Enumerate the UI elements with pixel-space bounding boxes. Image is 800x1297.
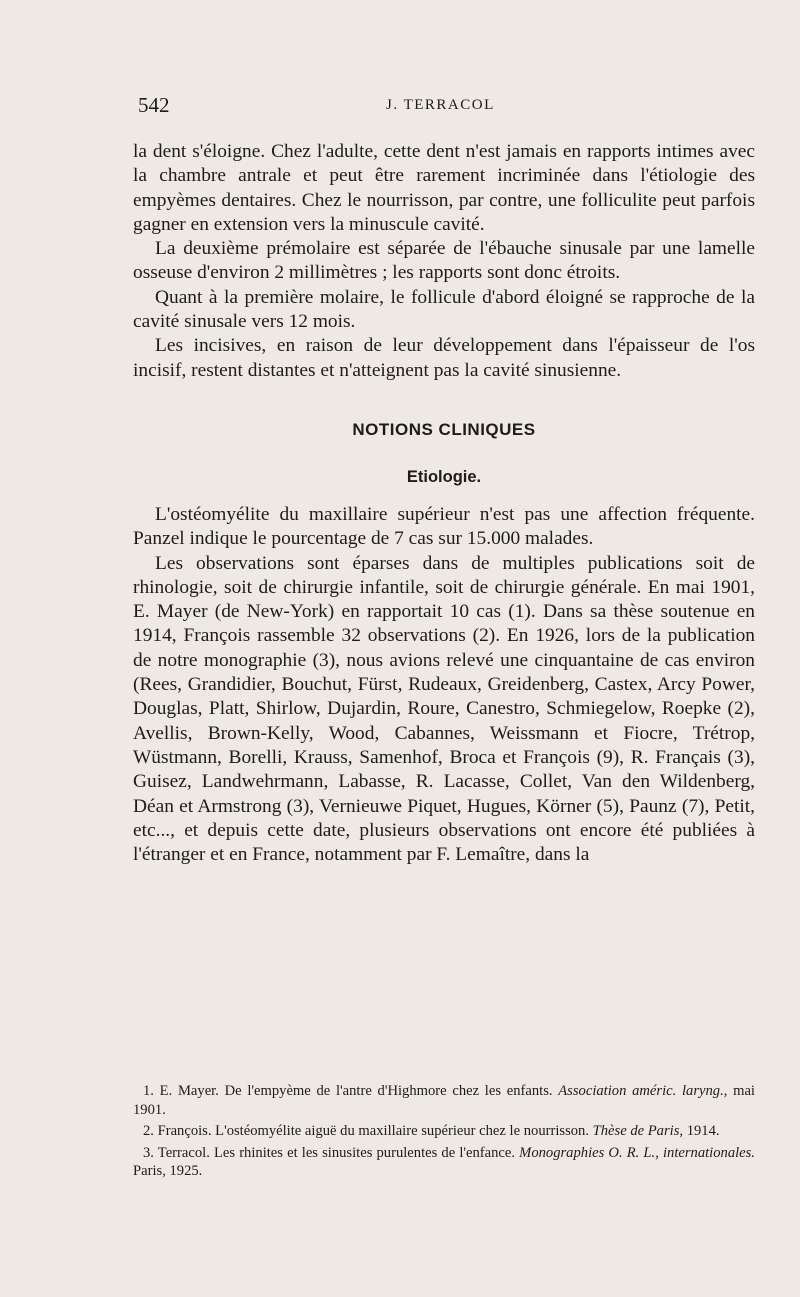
subsection-title: Etiologie. xyxy=(406,467,482,486)
page-header xyxy=(138,93,758,123)
paragraph: la dent s'éloigne. Chez l'adulte, cette dent n'est jamais en rapports intimes avec la chambre antrale et peut être rarement incriminée dans l'étiologie des empyèmes dentaires. Chez le nourrisson, par contre, une folliculite peut parfois gagner en extension vers la minuscule cavité. xyxy=(133,141,755,235)
body-text xyxy=(133,140,755,867)
footnotes xyxy=(133,1082,755,1184)
page-number: 542 xyxy=(138,93,170,117)
footnote: 1. E. Mayer. De l'empyème de l'antre d'Highmore chez les enfants. Association améric. laryng., mai 1901. xyxy=(133,1083,755,1118)
paragraph: L'ostéomyélite du maxillaire supérieur n'est pas une affection fréquente. Panzel indique le pourcentage de 7 cas sur 15.000 malades. xyxy=(133,503,755,550)
section-title: NOTIONS CLINIQUES xyxy=(352,419,536,439)
paragraph: La deuxième prémolaire est séparée de l'ébauche sinusale par une lamelle osseuse d'environ 2 millimètres ; les rapports sont donc étroits. xyxy=(133,238,755,284)
paragraph: Quant à la première molaire, le follicule d'abord éloigné se rapproche de la cavité sinusale vers 12 mois. xyxy=(133,286,755,333)
paragraph: Les incisives, en raison de leur développement dans l'épaisseur de l'os incisif, restent distantes et n'atteignent pas la cavité sinusienne. xyxy=(133,335,755,381)
paragraph: Les observations sont éparses dans de multiples publications soit de rhinologie, soit de chirurgie infantile, soit de chirurgie générale. En mai 1901, E. Mayer (de New-York) en rapportait 10 cas (1). Dans sa thèse soutenue en 1914, François rassemble 32 observations (2). En 1926, lors de la publication de notre monographie (3), nous avions relevé une cinquantaine de cas environ (Rees, Grandidier, Bouchut, Fürst, Rudeaux, Greidenberg, Castex, Arcy Power, Douglas, Platt, Shirlow, Dujardin, Roure, Canestro, Schmiegelow, Roepke (2), Avellis, Brown-Kelly, Wood, Cabannes, Weissmann et Fiocre, Trétrop, Wüstmann, Borelli, Krauss, Samenhof, Broca et François (9), R. Français (3), Guisez, Landwehrmann, Labasse, R. Lacasse, Collet, Van den Wildenberg, Déan et Armstrong (3), Vernieuwe Piquet, Hugues, Körner (5), Paunz (7), Petit, etc..., et depuis cette date, plusieurs observations ont encore été publiées à l'étranger et en France, notamment par F. Lemaître, dans la xyxy=(133,552,755,866)
footnote: 3. Terracol. Les rhinites et les sinusites purulentes de l'enfance. Monographies O. R. L., internationales. Paris, 1925. xyxy=(133,1144,755,1180)
running-title: J. TERRACOL xyxy=(386,97,495,113)
footnote: 2. François. L'ostéomyélite aiguë du maxillaire supérieur chez le nourrisson. Thèse de Paris, 1914. xyxy=(143,1123,720,1140)
